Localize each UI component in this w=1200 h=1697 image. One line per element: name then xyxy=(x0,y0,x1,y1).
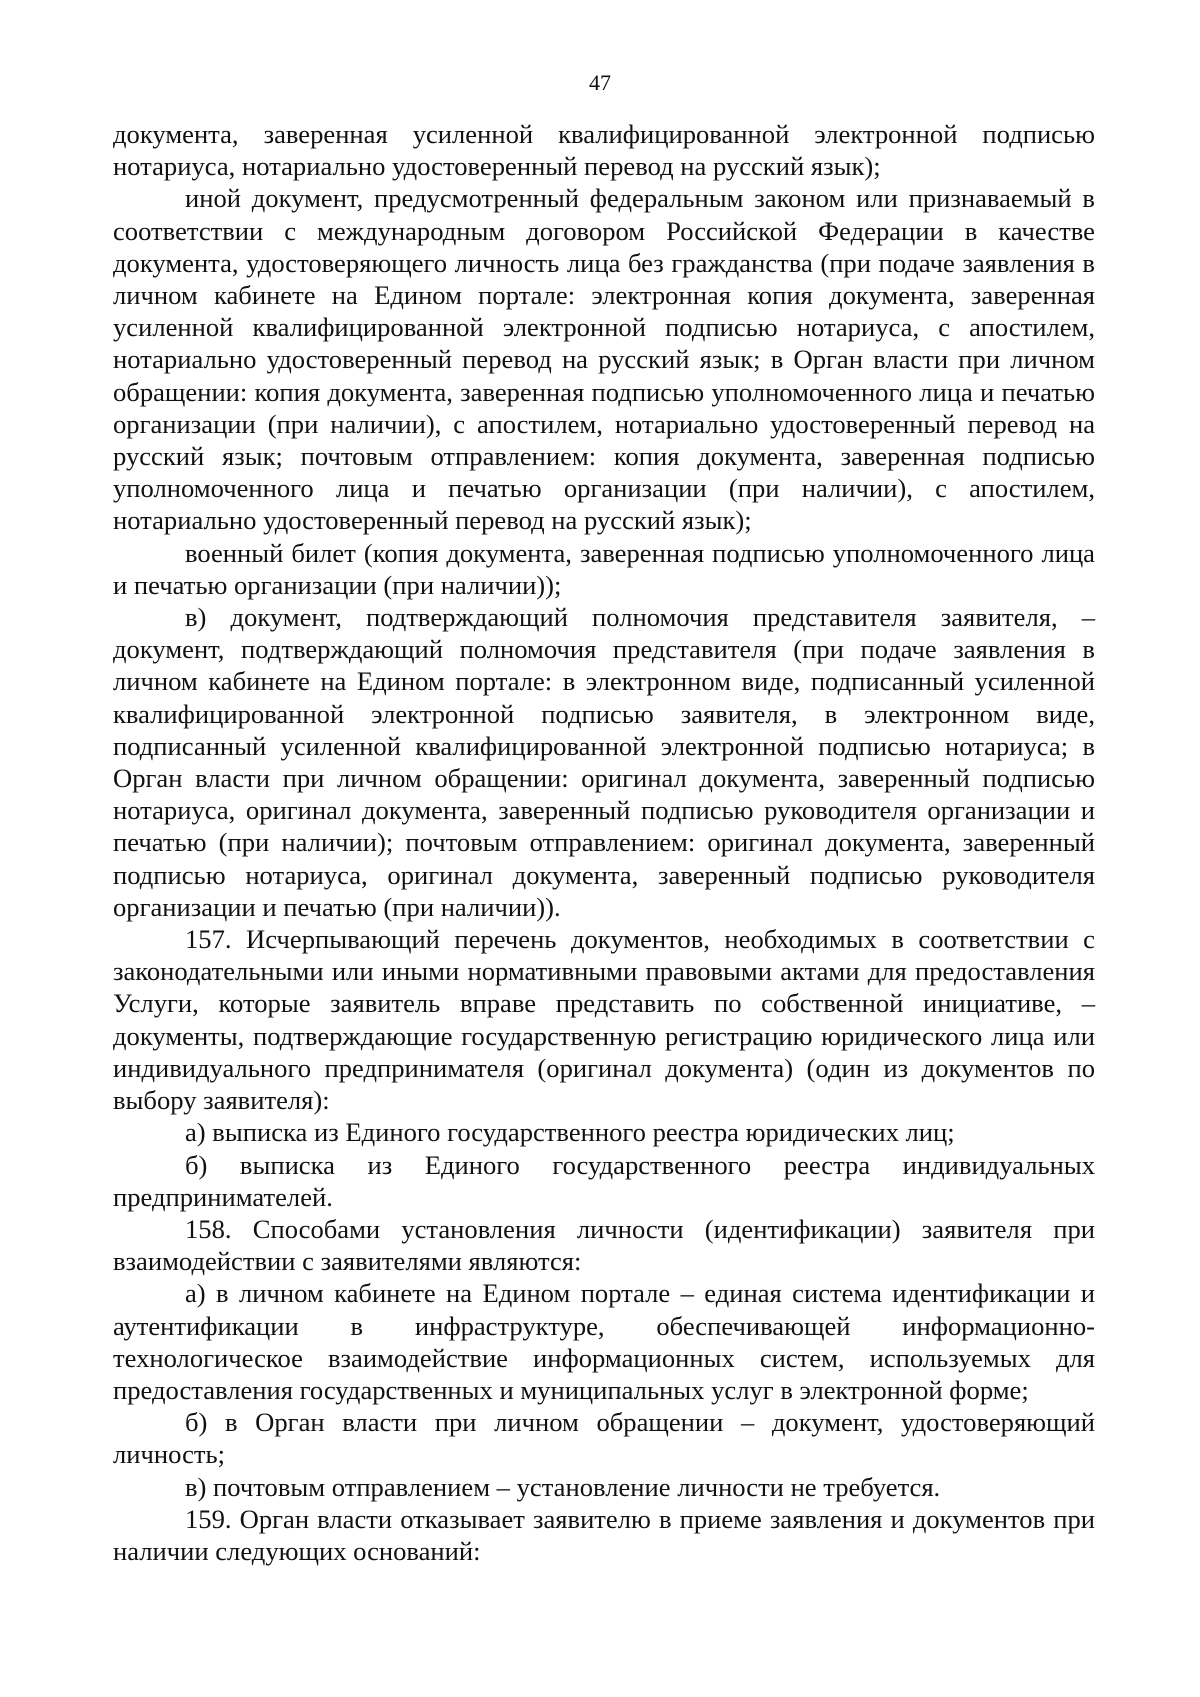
paragraph-157-b: б) выписка из Единого государственного реестра индивидуальных предпринимателей. xyxy=(113,1149,1095,1212)
paragraph-158-b: б) в Орган власти при личном обращении – документ, удостоверяющий личность; xyxy=(113,1407,1095,1470)
paragraph-158: 158. Способами установления личности (идентификации) заявителя при взаимодействии с заявителями являются: xyxy=(113,1213,1095,1277)
paragraph-158-a: а) в личном кабинете на Едином портале – единая система идентификации и аутентификации в инфраструктуре, обеспечивающей информационно-технологическое взаимодействие информационных систем, используемых для предоставления государственных и муниципальных услуг в электронной форме; xyxy=(113,1278,1095,1405)
paragraph-representative-authority: в) документ, подтверждающий полномочия представителя заявителя, – документ, подтверждающий полномочия представителя (при подаче заявления в личном кабинете на Едином портале: в электронном виде, подписанный усиленной квалифицированной электронной подписью заявителя, в электронном виде, подписанный усиленной квалифицированной электронной подписью нотариуса; в Орган власти при личном обращении: оригинал документа, заверенный подписью нотариуса, оригинал документа, заверенный подписью руководителя организации и печатью (при наличии); почтовым отправлением: оригинал документа, заверенный подписью нотариуса, оригинал документа, заверенный подписью руководителя организации и печатью (при наличии)). xyxy=(113,602,1095,922)
page-number: 47 xyxy=(589,70,611,95)
paragraph-157: 157. Исчерпывающий перечень документов, необходимых в соответствии с законодательными или иными нормативными правовыми актами для предоставления Услуги, которые заявитель вправе представить по собственной инициативе, – документы, подтверждающие государственную регистрацию юридического лица или индивидуального предпринимателя (оригинал документа) (один из документов по выбору заявителя): xyxy=(113,924,1095,1116)
paragraph-military-id: военный билет (копия документа, заверенная подписью уполномоченного лица и печатью организации (при наличии)); xyxy=(113,537,1095,600)
paragraph-159: 159. Орган власти отказывает заявителю в приеме заявления и документов при наличии следующих оснований: xyxy=(113,1503,1095,1566)
paragraph-other-identity-document: иной документ, предусмотренный федеральным законом или признаваемый в соответствии с международным договором Российской Федерации в качестве документа, удостоверяющего личность лица без гражданства (при подаче заявления в личном кабинете на Едином портале: электронная копия документа, заверенная усиленной квалифицированной электронной подписью нотариуса, с апостилем, нотариально удостоверенный перевод на русский язык; в Орган власти при личном обращении: копия документа, заверенная подписью уполномоченного лица и печатью организации (при наличии), с апостилем, нотариально удостоверенный перевод на русский язык; почтовым отправлением: копия документа, заверенная подписью уполномоченного лица и печатью организации (при наличии), с апостилем, нотариально удостоверенный перевод на русский язык); xyxy=(113,183,1095,536)
paragraph-158-c: в) почтовым отправлением – установление личности не требуется. xyxy=(185,1471,941,1502)
paragraph-continuation: документа, заверенная усиленной квалифицированной электронной подписью нотариуса, нотариально удостоверенный перевод на русский язык); xyxy=(113,119,1095,182)
document-body xyxy=(113,118,1095,1567)
paragraph-157-a: а) выписка из Единого государственного реестра юридических лиц; xyxy=(185,1117,955,1148)
